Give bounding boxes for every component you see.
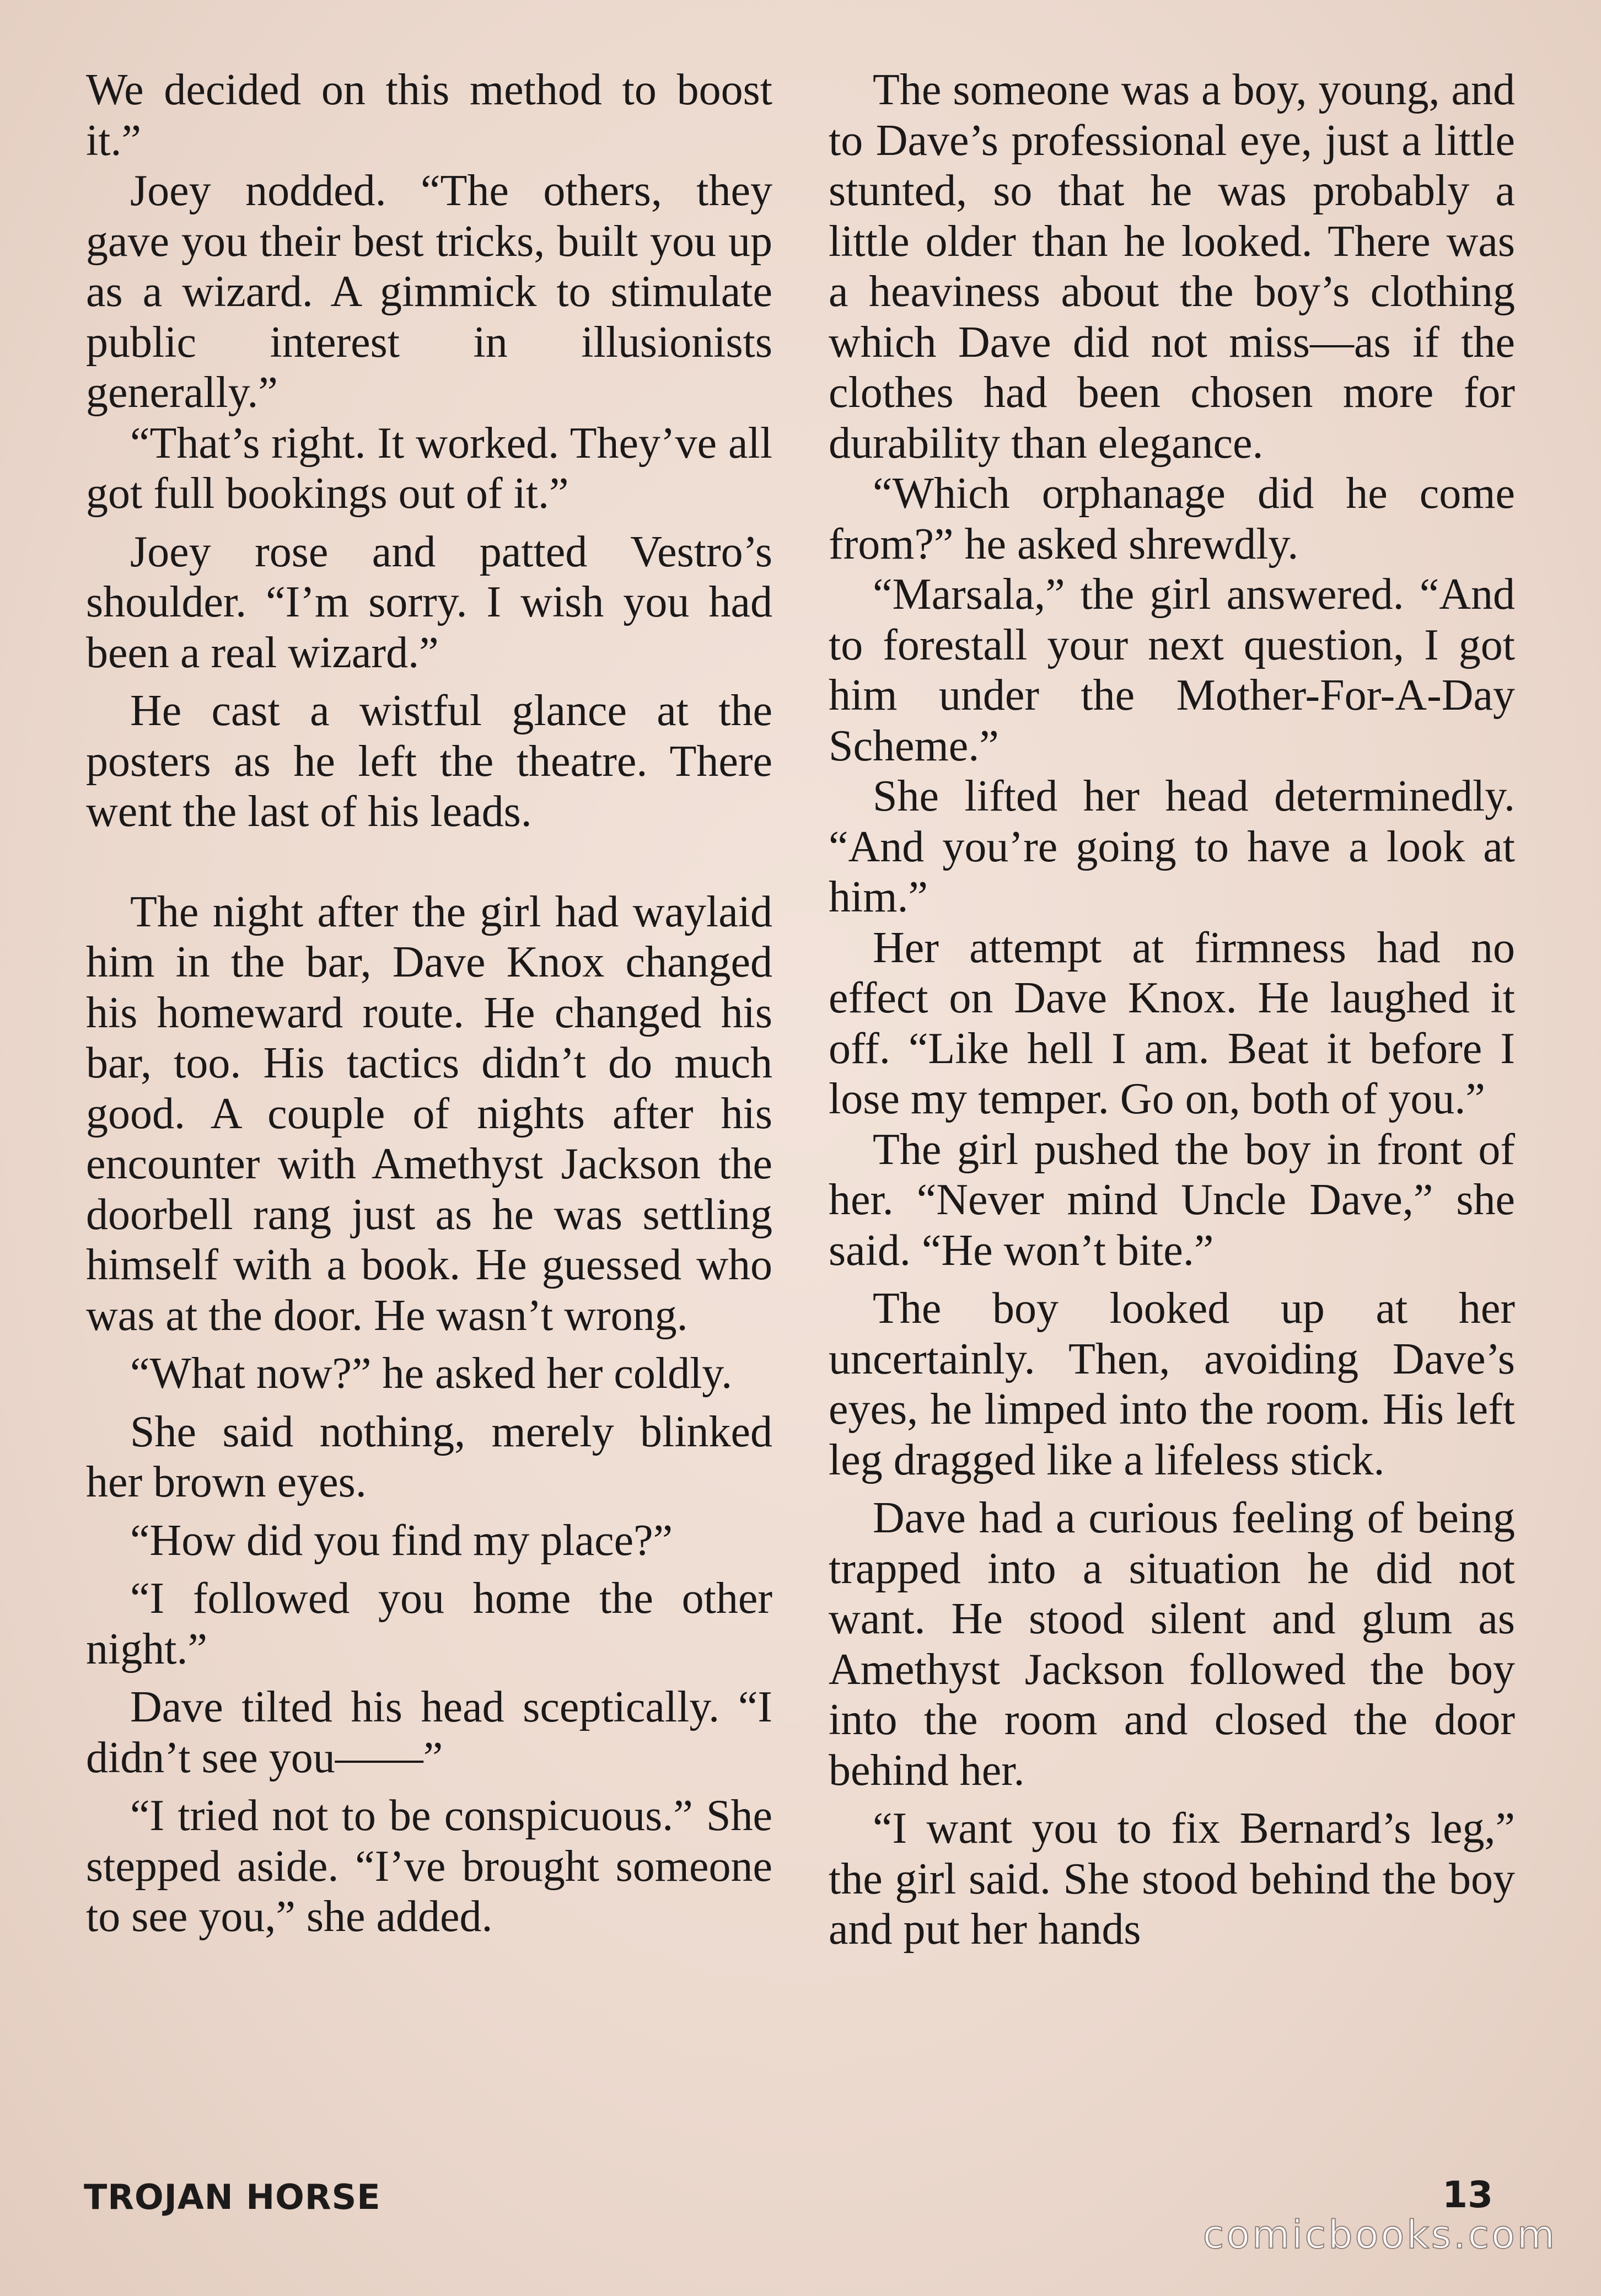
paragraph: Her attempt at firmness had no effect on Dave Knox. He laughed it off. “Like hell I am. Beat it before I lose my temper. Go on, both of you.” <box>829 923 1515 1123</box>
paragraph: “Marsala,” the girl answered. “And to forestall your next question, I got him under the Mother-For-A-Day Scheme.” <box>829 570 1515 770</box>
watermark: comicbooks.com <box>1202 2212 1557 2257</box>
paragraph: The girl pushed the boy in front of her. “Never mind Uncle Dave,” she said. “He won’t bite.” <box>829 1125 1515 1275</box>
paragraph: The someone was a boy, young, and to Dave’s professional eye, just a little stunted, so that he was probably a little older than he looked. There was a heaviness about the boy’s clothing which Dave did not miss—as if the clothes had been chosen more for durability than elegance. <box>829 66 1515 468</box>
paragraph: Joey rose and patted Vestro’s shoulder. “I’m sorry. I wish you had been a real wizard.” <box>86 527 772 677</box>
paragraph: The boy looked up at her uncertainly. Then, avoiding Dave’s eyes, he limped into the room. His left leg dragged like a lifeless stick. <box>829 1284 1515 1484</box>
paragraph: “Which orphanage did he come from?” he asked shrewdly. <box>829 469 1515 568</box>
paragraph: “What now?” he asked her coldly. <box>130 1349 733 1398</box>
paragraph: The night after the girl had waylaid him in the bar, Dave Knox changed his homeward route. He changed his bar, too. His tactics didn’t do much good. A couple of nights after his encounter with Amethyst Jackson the doorbell rang just as he was settling himself with a book. He guessed who was at the door. He wasn’t wrong. <box>86 887 772 1340</box>
paragraph: He cast a wistful glance at the posters as he left the theatre. There went the last of his leads. <box>86 686 772 836</box>
paragraph: She said nothing, merely blinked her brown eyes. <box>86 1407 772 1506</box>
paragraph: “How did you find my place?” <box>130 1516 673 1565</box>
paragraph: She lifted her head determinedly. “And you’re going to have a look at him.” <box>829 772 1515 921</box>
paragraph: We decided on this method to boost it.” <box>86 66 772 165</box>
left-text-column <box>86 65 772 1943</box>
paragraph: “That’s right. It worked. They’ve all got full bookings out of it.” <box>86 419 772 518</box>
paragraph: Joey nodded. “The others, they gave you their best tricks, built you up as a wizard. A gimmick to stimulate public interest in illusionists generally.” <box>86 167 772 417</box>
paragraph: “I followed you home the other night.” <box>86 1574 772 1673</box>
paragraph: Dave tilted his head sceptically. “I didn’t see you——” <box>86 1683 772 1782</box>
page-number: 13 <box>1442 2174 1493 2216</box>
paragraph: “I want you to fix Bernard’s leg,” the girl said. She stood behind the boy and put her hands <box>829 1804 1515 1954</box>
running-footer-title: TROJAN HORSE <box>84 2177 381 2217</box>
paragraph: “I tried not to be conspicuous.” She stepped aside. “I’ve brought someone to see you,” she added. <box>86 1791 772 1941</box>
paragraph: Dave had a curious feeling of being trapped into a situation he did not want. He stood silent and glum as Amethyst Jackson followed the boy into the room and closed the door behind her. <box>829 1494 1515 1795</box>
right-text-column <box>829 65 1515 1955</box>
